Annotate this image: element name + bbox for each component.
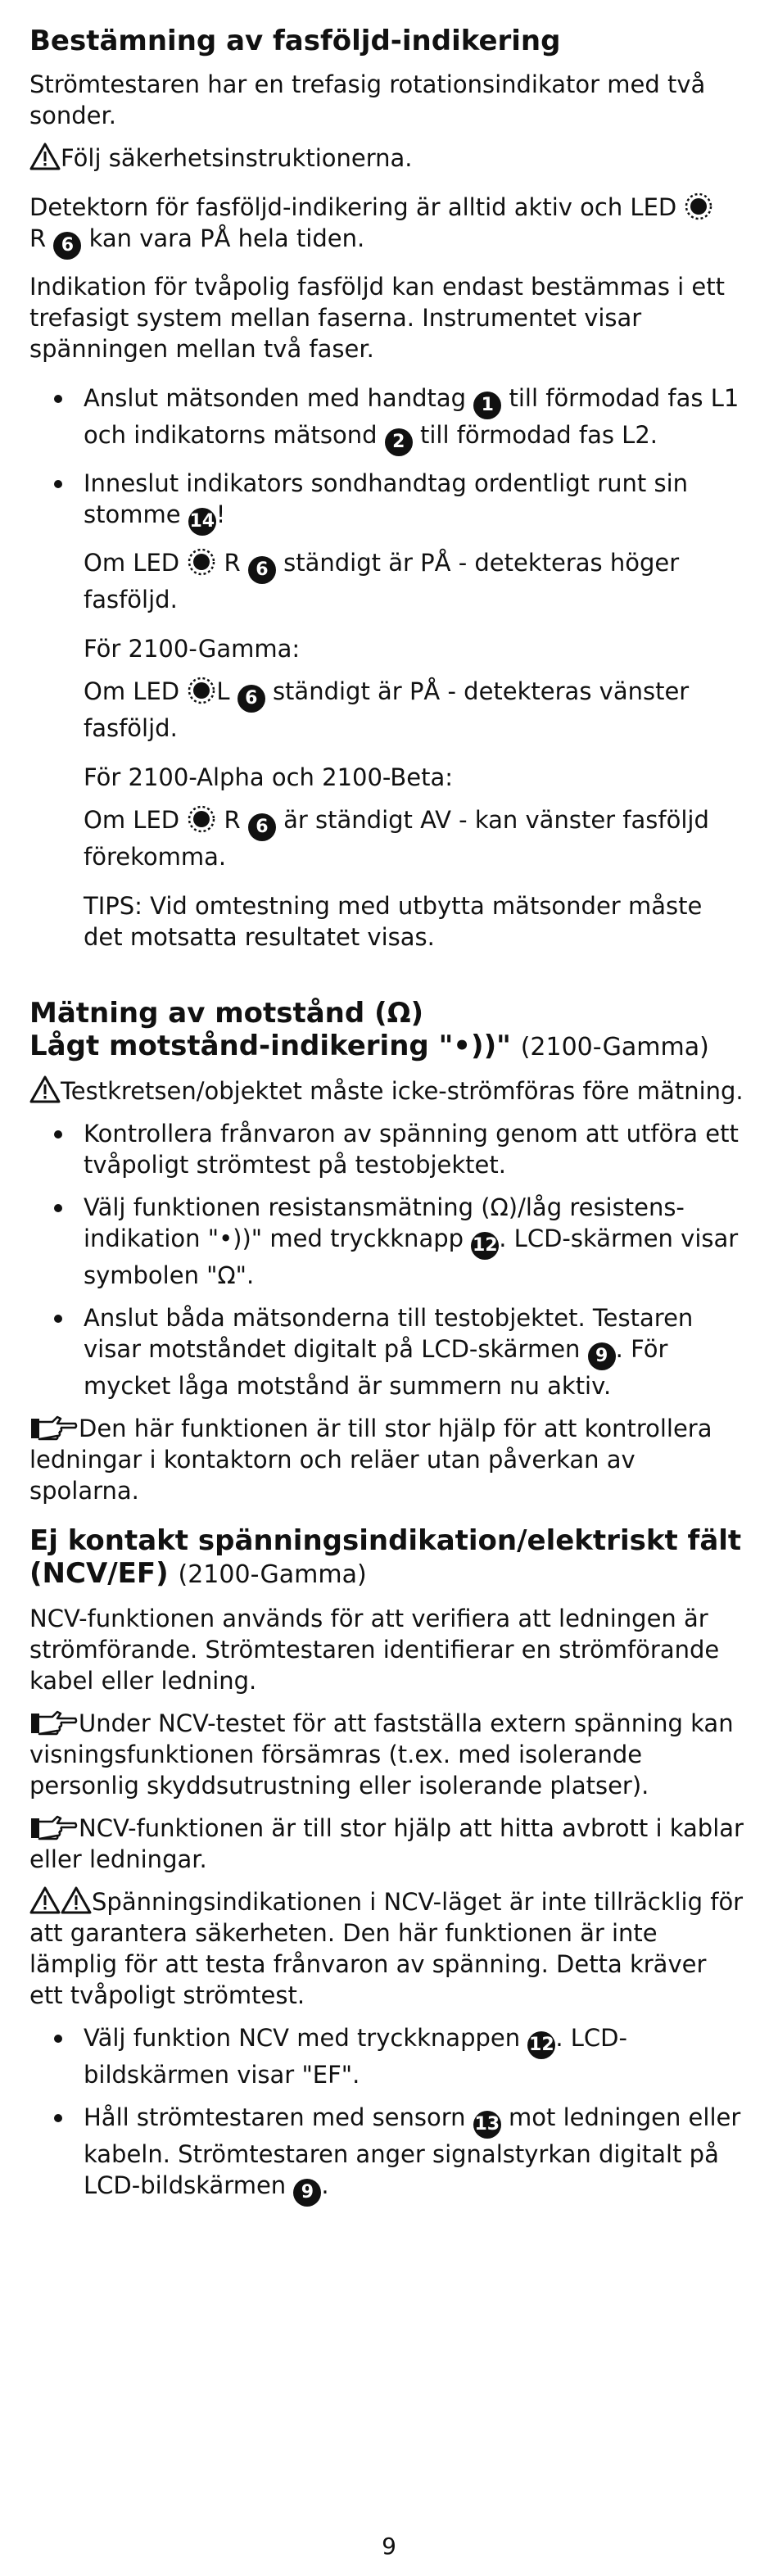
led-indicator-icon xyxy=(187,804,216,834)
model-note: (2100-Gamma) xyxy=(520,1033,709,1062)
bullet-icon xyxy=(54,1315,62,1323)
note-text xyxy=(29,1813,747,1875)
safety-warning-text: Följ säkerhetsinstruktionerna. xyxy=(61,144,413,172)
list-item xyxy=(29,1302,747,1401)
warning-triangle-icon xyxy=(29,1886,61,1914)
pointing-hand-icon xyxy=(29,1414,79,1442)
list-item-text: till förmodad fas L1 och indikatorns mätsond xyxy=(84,384,740,449)
manual-page xyxy=(29,25,747,2207)
pointing-hand-icon xyxy=(29,1709,79,1736)
note-text-content: Under NCV-testet för att fastställa extern spänning kan visningsfunktionen försämras (t.ex. med isolerande personlig skyddsutrustning eller isolerande platser). xyxy=(29,1709,734,1800)
list-item-text: mot ledningen eller kabeln. Strömtestaren anger signalstyrkan digitalt på LCD-bildskärmen xyxy=(84,2103,741,2199)
callout-number-badge: 9 xyxy=(293,2179,321,2207)
callout-number-badge: 2 xyxy=(385,428,413,456)
list-item-text: . För mycket låga motstånd är summern nu aktiv. xyxy=(84,1335,668,1400)
note-text-content: NCV-funktionen är till stor hjälp att hitta avbrott i kablar eller ledningar. xyxy=(29,1814,744,1873)
warning-triangle-icon xyxy=(29,143,61,170)
page-number: 9 xyxy=(382,2533,396,2560)
list-item-text: Håll strömtestaren med sensorn xyxy=(84,2103,466,2131)
section-title-resistance: Mätning av motstånd (Ω) xyxy=(29,997,424,1030)
note-text xyxy=(29,1708,747,1801)
alpha-beta-heading: För 2100-Alpha och 2100-Beta: xyxy=(84,763,454,791)
section-title-phase-sequence: Bestämning av fasföljd-indikering xyxy=(29,25,561,57)
callout-number-badge: 9 xyxy=(588,1342,616,1370)
title-text: Ej kontakt spänningsindikation/elektriskt fält (NCV/EF) xyxy=(29,1524,742,1590)
bullet-icon xyxy=(54,480,62,488)
list-item-text: . xyxy=(321,2171,329,2199)
callout-number-badge: 14 xyxy=(188,508,216,536)
list-item-text: Välj funktionen resistansmätning (Ω)/låg resistens-indikation "•))" med tryckknapp xyxy=(84,1193,685,1252)
safety-warning xyxy=(29,143,747,174)
ncv-intro: NCV-funktionen används för att verifiera att ledningen är strömförande. Strömtestaren identifierar en strömförande kabel eller ledning. xyxy=(29,1605,720,1695)
result-left-sequence xyxy=(29,676,747,744)
list-item xyxy=(29,468,747,536)
led-l-label: L xyxy=(216,677,230,705)
warning-triangle-icon xyxy=(29,1075,61,1103)
detector-text-c: kan vara PÅ hela tiden. xyxy=(88,224,365,252)
list-item-text: . LCD-skärmen visar symbolen "Ω". xyxy=(84,1225,739,1289)
two-pole-text: Indikation för tvåpolig fasföljd kan endast bestämmas i ett trefasigt system mellan faserna. Instrumentet visar spänningen mellan två faser. xyxy=(29,273,726,363)
callout-number-badge: 12 xyxy=(527,2031,555,2059)
list-item-text: till förmodad fas L2. xyxy=(419,421,658,449)
detector-text-a: Detektorn för fasföljd-indikering är alltid aktiv och LED xyxy=(29,193,677,221)
section-title-ncv xyxy=(29,1524,747,1591)
pointing-hand-icon xyxy=(29,1813,79,1841)
model-note: (2100-Gamma) xyxy=(178,1560,367,1589)
result-text: Om LED xyxy=(84,677,180,705)
bullet-icon xyxy=(54,1130,62,1139)
bullet-icon xyxy=(54,2114,62,2122)
list-item-text: Välj funktion NCV med tryckknappen xyxy=(84,2024,521,2052)
list-item xyxy=(29,2102,747,2207)
title-text: Lågt motstånd-indikering xyxy=(29,1030,429,1062)
intro-text: Strömtestaren har en trefasig rotationsindikator med två sonder. xyxy=(29,70,706,129)
callout-number-badge: 6 xyxy=(248,556,276,584)
note-text xyxy=(29,1413,747,1506)
gamma-heading: För 2100-Gamma: xyxy=(84,635,301,663)
result-text: Om LED xyxy=(84,549,180,577)
safety-warning-text: Spänningsindikationen i NCV-läget är inte tillräcklig för att garantera säkerheten. Den här funktionen är inte lämplig för att testa frånvaron av spänning. Detta kräver ett tvåpoligt strömtest. xyxy=(29,1888,744,2009)
callout-number-badge: 1 xyxy=(473,392,501,419)
led-indicator-icon xyxy=(187,676,216,705)
led-indicator-icon xyxy=(187,547,216,577)
list-item-text: Anslut mätsonden med handtag xyxy=(84,384,467,412)
bullet-icon xyxy=(54,1204,62,1212)
list-item-text: ! xyxy=(215,500,226,528)
callout-number-badge: 6 xyxy=(237,685,265,713)
callout-number-badge: 13 xyxy=(473,2111,501,2139)
led-r-label: R xyxy=(224,806,241,834)
led-r-label: R xyxy=(224,549,241,577)
bullet-icon xyxy=(54,395,62,403)
detector-text xyxy=(29,192,747,260)
note-text-content: Den här funktionen är till stor hjälp för att kontrollera ledningar i kontaktorn och reläer utan påverkan av spolarna. xyxy=(29,1415,712,1505)
list-item-text: . LCD-bildskärmen visar "EF". xyxy=(84,2024,627,2089)
list-item xyxy=(29,383,747,456)
callout-number-badge: 6 xyxy=(53,232,81,260)
section-title-low-resistance xyxy=(29,1030,747,1064)
result-text: är ständigt AV - kan vänster fasföljd förekomma. xyxy=(84,806,709,871)
led-r-label: R xyxy=(29,224,47,252)
safety-warning xyxy=(29,1075,747,1107)
list-item-text: Anslut båda mätsonderna till testobjektet. Testaren visar motståndet digitalt på LCD-skärmen xyxy=(84,1304,694,1363)
result-text: ständigt är PÅ - detekteras höger fasföljd. xyxy=(84,549,680,613)
list-item xyxy=(29,1118,747,1180)
warning-triangle-icon xyxy=(61,1886,92,1914)
list-item-text: Inneslut indikators sondhandtag ordentligt runt sin stomme xyxy=(84,469,689,528)
list-item-text: Kontrollera frånvaron av spänning genom att utföra ett tvåpoligt strömtest på testobjektet. xyxy=(84,1120,739,1179)
bullet-icon xyxy=(54,2035,62,2043)
led-indicator-icon xyxy=(684,192,713,221)
safety-warning xyxy=(29,1886,747,2011)
safety-warning-text: Testkretsen/objektet måste icke-strömföras före mätning. xyxy=(61,1077,744,1105)
tips-text: TIPS: Vid omtestning med utbytta mätsonder måste det motsatta resultatet visas. xyxy=(84,892,703,951)
list-item xyxy=(29,2022,747,2090)
callout-number-badge: 6 xyxy=(248,813,276,841)
buzzer-symbol: "•))" xyxy=(438,1030,511,1062)
result-text: ständigt är PÅ - detekteras vänster fasföljd. xyxy=(84,677,690,742)
result-off xyxy=(29,804,747,872)
result-text: Om LED xyxy=(84,806,180,834)
result-right-sequence xyxy=(29,547,747,615)
callout-number-badge: 12 xyxy=(471,1232,499,1260)
list-item xyxy=(29,1192,747,1291)
